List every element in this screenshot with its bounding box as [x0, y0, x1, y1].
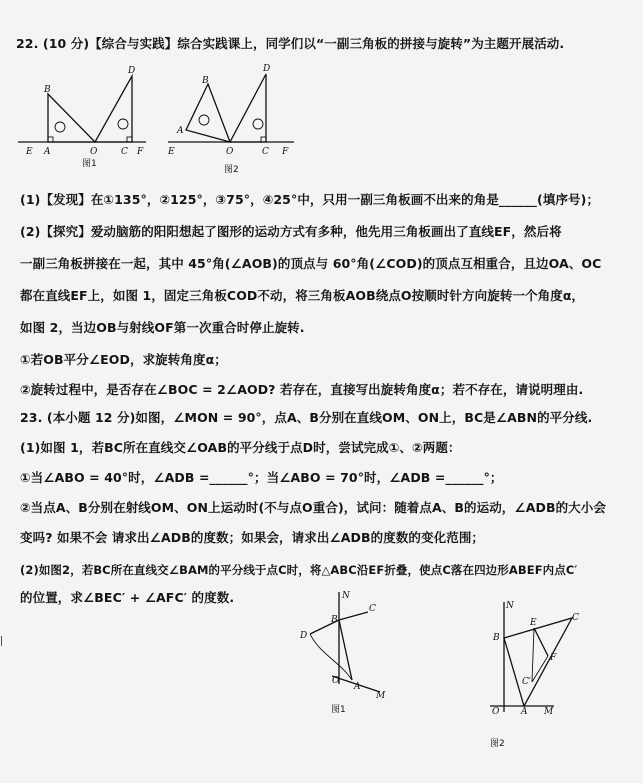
- q22-sub2: ②旋转过程中，是否存在∠BOC = 2∠AOD? 若存在，直接写出旋转角度α；若不存在，请说明理由.: [20, 382, 584, 397]
- q23-part1-sub2-line2: 变吗? 如果不会 请求出∠ADB的度数；如果会，请求出∠ADB的度数的变化范围；: [20, 530, 485, 545]
- q23-figure-2: [484, 600, 594, 750]
- q22-fig2-label-a: A: [177, 126, 184, 136]
- q22-fig2-caption: 图2: [224, 165, 239, 175]
- q23-fig1-label-b: B: [331, 615, 338, 625]
- q22-fig1-label-b: B: [44, 85, 51, 95]
- q23-fig1-caption: 图1: [331, 705, 346, 715]
- q23-fig1-label-c: C: [369, 604, 376, 614]
- q23-fig2-label-c-prime: C′: [522, 677, 531, 687]
- q22-fig2-label-d: D: [263, 64, 271, 74]
- q23-part1-sub1: ①当∠ABO = 40°时，∠ADB =______°；当∠ABO = 70°时，∠ADB =______°；: [20, 470, 503, 485]
- q23-fig2-caption: 图2: [490, 739, 505, 749]
- q22-fig1-label-f: F: [137, 147, 144, 157]
- q22-part2-line4: 如图 2，当边OB与射线OF第一次重合时停止旋转.: [20, 320, 305, 335]
- q22-fig2-label-e: E: [168, 147, 175, 157]
- q23-fig2-label-e: E: [530, 618, 537, 628]
- q22-part2-line2: 一副三角板拼接在一起，其中 45°角(∠AOB)的顶点与 60°角(∠COD)的顶点互相重合，且边OA、OC: [20, 256, 602, 271]
- q23-fig2-label-f: F: [550, 653, 557, 663]
- q22-fig1-label-e: E: [26, 147, 33, 157]
- q23-fig2-label-m: M: [544, 707, 554, 717]
- q22-figure-1: [18, 62, 148, 172]
- q22-fig1-label-d: D: [128, 66, 136, 76]
- q22-part2-line3: 都在直线EF上，如图 1，固定三角板COD不动，将三角板AOB绕点O按顺时针方向旋转一个角度α，: [20, 288, 585, 303]
- q23-part1: (1)如图 1，若BC所在直线交∠OAB的平分线于点D时，尝试完成①、②两题：: [20, 440, 461, 455]
- q23-part1-sub2-line1: ②当点A、B分别在射线OM、ON上运动时(不与点O重合)，试问：随着点A、B的运动，∠ADB的大小会: [20, 500, 606, 515]
- q22-fig2-label-c: C: [262, 147, 269, 157]
- q22-fig2-label-b: B: [202, 76, 209, 86]
- q22-fig2-label-f: F: [282, 147, 289, 157]
- page-edge-mark: [1, 636, 5, 646]
- q22-fig1-label-c: C: [121, 147, 128, 157]
- q22-fig1-caption: 图1: [82, 159, 97, 169]
- q23-fig1-label-n: N: [342, 591, 350, 601]
- q23-fig1-label-o: O: [332, 676, 340, 686]
- q23-fig1-label-a: A: [354, 682, 361, 692]
- q22-fig1-label-o: O: [90, 147, 98, 157]
- q23-part2-line2: 的位置，求∠BEC′ + ∠AFC′ 的度数.: [20, 590, 235, 605]
- q23-fig1-label-d: D: [300, 631, 308, 641]
- q22-fig1-label-a: A: [44, 147, 51, 157]
- q23-fig2-label-b: B: [493, 633, 500, 643]
- q22-header: 22. (10 分)【综合与实践】综合实践课上，同学们以“一副三角板的拼接与旋转”为主题开展活动.: [16, 36, 565, 51]
- q22-fig2-label-o: O: [226, 147, 234, 157]
- q23-figure-1: [292, 588, 392, 718]
- q23-fig2-label-c: C: [572, 613, 579, 623]
- q23-fig1-label-m: M: [376, 691, 386, 701]
- q23-fig2-label-o: O: [492, 707, 500, 717]
- q22-part2-line1: (2)【探究】爱动脑筋的阳阳想起了图形的运动方式有多种，他先用三角板画出了直线EF，然后将: [20, 224, 562, 239]
- q23-header: 23. (本小题 12 分)如图，∠MON = 90°，点A、B分别在直线OM、ON上，BC是∠ABN的平分线.: [20, 410, 593, 425]
- q23-part2-line1: (2)如图2，若BC所在直线交∠BAM的平分线于点C时，将△ABC沿EF折叠，使点C落在四边形ABEF内点C′: [20, 563, 578, 577]
- q23-fig2-label-n: N: [506, 601, 514, 611]
- q22-part1: (1)【发现】在①135°，②125°，③75°，④25°中，只用一副三角板画不出来的角是______(填序号)；: [20, 192, 600, 207]
- q23-fig2-label-a: A: [521, 707, 528, 717]
- q22-figure-2: [166, 62, 296, 180]
- q22-sub1: ①若OB平分∠EOD，求旋转角度α；: [20, 352, 227, 367]
